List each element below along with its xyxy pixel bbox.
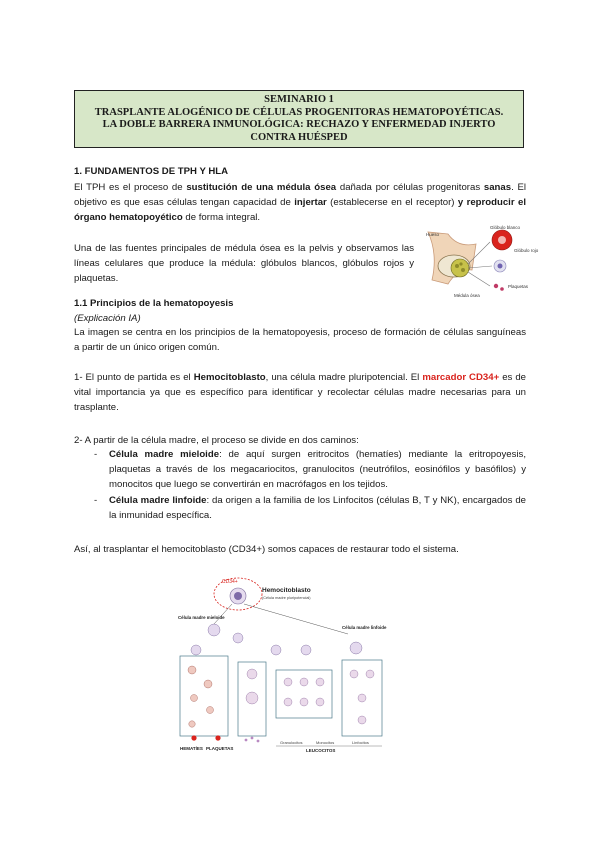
section-1-1-note: (Explicación IA): [74, 313, 141, 324]
title-line-3: LA DOBLE BARRERA INMUNOLÓGICA: RECHAZO Y ENFERMEDAD INJERTO: [102, 119, 496, 131]
section-1-paragraph-1: El TPH es el proceso de sustitución de una médula ósea dañada por células progenitoras sanas. El objetivo es que esas células tengan capacidad de injertar (establecerse en el receptor) y reproducir el órgano hematopoyético de forma integral.: [74, 182, 526, 223]
label-hematies: HEMATÍES: [180, 746, 203, 751]
hematopoiesis-figure: [176, 574, 394, 752]
label-globulo-rojo: Glóbulo rojo: [514, 248, 539, 253]
section-1-paragraph-2: Una de las fuentes principales de médula ósea es la pelvis y observamos las líneas celulares que produce la médula: glóbulos blancos, glóbulos rojos y plaquetas.: [74, 243, 414, 284]
section-1-1-paragraph-4: Así, al trasplantar el hemocitoblasto (CD34+) somos capaces de restaurar todo el sistema.: [74, 544, 459, 555]
label-linfocitos: Linfocitos: [352, 740, 369, 745]
bullet-mieloide: Célula madre mieloide: de aquí surgen eritrocitos (hematíes) mediante la eritropoyesis, plaquetas a través de los megacariocitos, granulocitos (neutrófilos, eosinófilos y basófilos) y monocitos que luego se convertirán en macrófagos en los tejidos.: [109, 449, 526, 490]
section-1-1-heading: 1.1 Principios de la hematopoyesis: [74, 298, 234, 309]
section-1-heading: 1. FUNDAMENTOS DE TPH Y HLA: [74, 166, 229, 177]
marrow-zoom: [451, 259, 469, 277]
bullet-linfoide: Célula madre linfoide: da origen a la familia de los Linfocitos (células B, T y NK), encargados de la inmunidad específica.: [109, 495, 527, 521]
section-1-1-paragraph-3: 2- A partir de la célula madre, el proceso se divide en dos caminos:: [74, 435, 359, 446]
bullet-dash-2: -: [94, 495, 98, 506]
label-globulo-blanco: Glóbulo blanco: [490, 225, 521, 230]
linfoide-label: Célula madre linfoide: [342, 625, 387, 630]
label-plaquetas: Plaquetas: [508, 284, 529, 289]
section-1-1-paragraph-1: La imagen se centra en los principios de la hematopoyesis, proceso de formación de células sanguíneas a partir de un único origen común.: [74, 327, 526, 353]
bone-marrow-figure: [418, 224, 539, 300]
platelet-icon: [494, 284, 498, 288]
cd34-label: CD34+: [222, 579, 238, 585]
title-box: [74, 90, 524, 148]
title-line-4: CONTRA HUÉSPED: [250, 131, 348, 143]
hemocitoblasto-sub: (Célula madre pluripotencial): [262, 596, 311, 600]
title-line-2: TRASPLANTE ALOGÉNICO DE CÉLULAS PROGENITORAS HEMATOPOYÉTICAS.: [94, 106, 504, 118]
label-monocitos: Monocitos: [316, 740, 335, 745]
title-line-1: SEMINARIO 1: [264, 94, 334, 105]
bullet-dash-1: -: [94, 449, 98, 460]
label-hueso: Hueso: [426, 232, 440, 237]
label-plaquetas-fig: PLAQUETAS: [206, 746, 234, 751]
mieloide-label: Célula madre mieloide: [178, 615, 225, 620]
label-medula: Médula ósea: [454, 293, 480, 298]
label-leucocitos: LEUCOCITOS: [306, 748, 336, 753]
label-granulocitos: Granulocitos: [280, 740, 303, 745]
section-1-1-paragraph-2: 1- El punto de partida es el Hemocitoblasto, una célula madre pluripotencial. El marcador CD34+ es de vital importancia ya que es específico para identificar y recolectar células madre necesarias para un trasplante.: [74, 372, 526, 413]
hemocitoblasto-label: Hemocitoblasto: [262, 587, 311, 594]
